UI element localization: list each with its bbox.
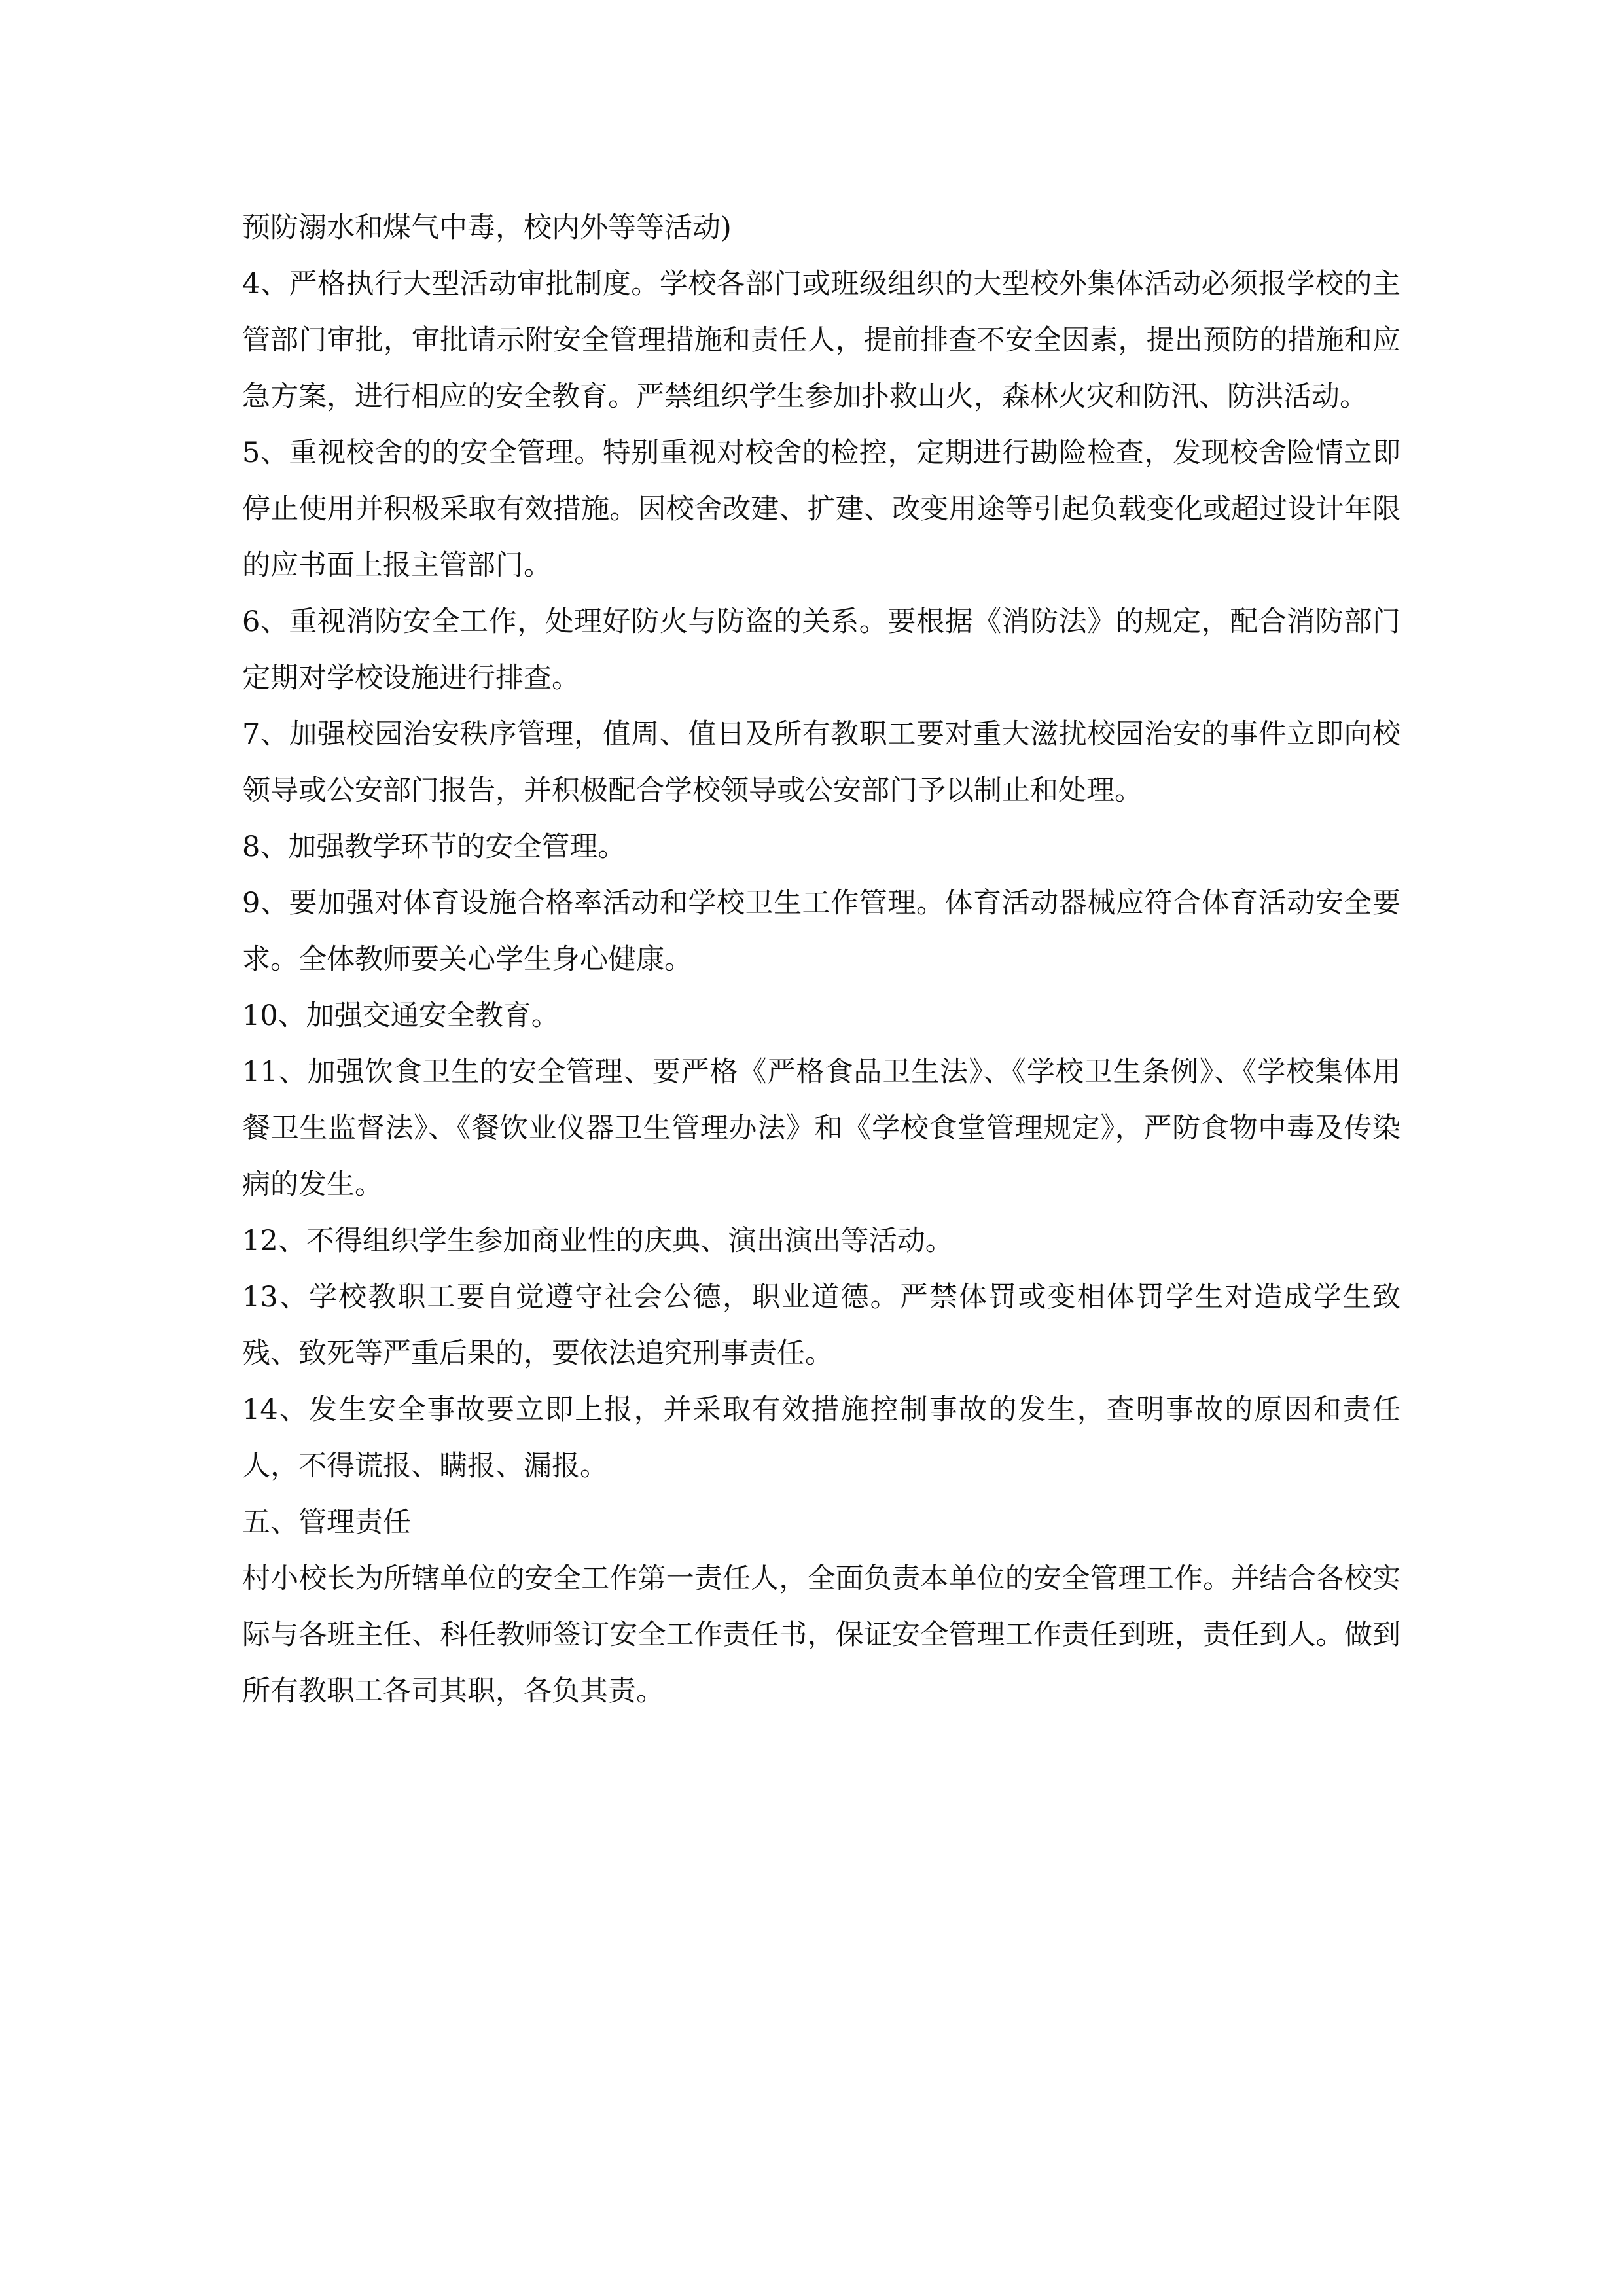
paragraph-item-12: 12、不得组织学生参加商业性的庆典、演出演出等活动。 (242, 1225, 954, 1257)
paragraph-item-11: 11、加强饮食卫生的安全管理、要严格《严格食品卫生法》、《学校卫生条例》、《学校集体用餐卫生监督法》、《餐饮业仪器卫生管理办法》和《学校食堂管理规定》，严防食物中毒及传染病的发生。 (242, 1056, 1400, 1201)
paragraph-management-responsibility: 村小校长为所辖单位的安全工作第一责任人，全面负责本单位的安全管理工作。并结合各校实际与各班主任、科任教师签订安全工作责任书，保证安全管理工作责任到班，责任到人。做到所有教职工各司其职，各负其责。 (242, 1562, 1400, 1708)
paragraph-item-4: 4、严格执行大型活动审批制度。学校各部门或班级组织的大型校外集体活动必须报学校的主管部门审批，审批请示附安全管理措施和责任人，提前排查不安全因素，提出预防的措施和应急方案，进行相应的安全教育。严禁组织学生参加扑救山火，森林火灾和防汛、防洪活动。 (242, 268, 1400, 413)
paragraph-item-5: 5、重视校舍的的安全管理。特别重视对校舍的检控，定期进行勘险检查，发现校舍险情立即停止使用并积极采取有效措施。因校舍改建、扩建、改变用途等引起负载变化或超过设计年限的应书面上报主管部门。 (242, 437, 1400, 582)
document-body (242, 200, 1400, 1719)
paragraph-item-13: 13、学校教职工要自觉遵守社会公德，职业道德。严禁体罚或变相体罚学生对造成学生致残、致死等严重后果的，要依法追究刑事责任。 (242, 1281, 1400, 1370)
paragraph-item-9: 9、要加强对体育设施合格率活动和学校卫生工作管理。体育活动器械应符合体育活动安全要求。全体教师要关心学生身心健康。 (242, 887, 1400, 976)
paragraph-continuation: 预防溺水和煤气中毒，校内外等等活动) (242, 211, 732, 244)
paragraph-item-6: 6、重视消防安全工作，处理好防火与防盗的关系。要根据《消防法》的规定，配合消防部门定期对学校设施进行排查。 (242, 605, 1400, 694)
paragraph-item-7: 7、加强校园治安秩序管理，值周、值日及所有教职工要对重大滋扰校园治安的事件立即向校领导或公安部门报告，并积极配合学校领导或公安部门予以制止和处理。 (242, 718, 1400, 807)
paragraph-item-14: 14、发生安全事故要立即上报，并采取有效措施控制事故的发生，查明事故的原因和责任人，不得谎报、瞒报、漏报。 (242, 1393, 1400, 1482)
paragraph-item-10: 10、加强交通安全教育。 (242, 999, 560, 1032)
paragraph-item-8: 8、加强教学环节的安全管理。 (242, 831, 626, 863)
section-heading-management-responsibility: 五、管理责任 (242, 1506, 411, 1539)
